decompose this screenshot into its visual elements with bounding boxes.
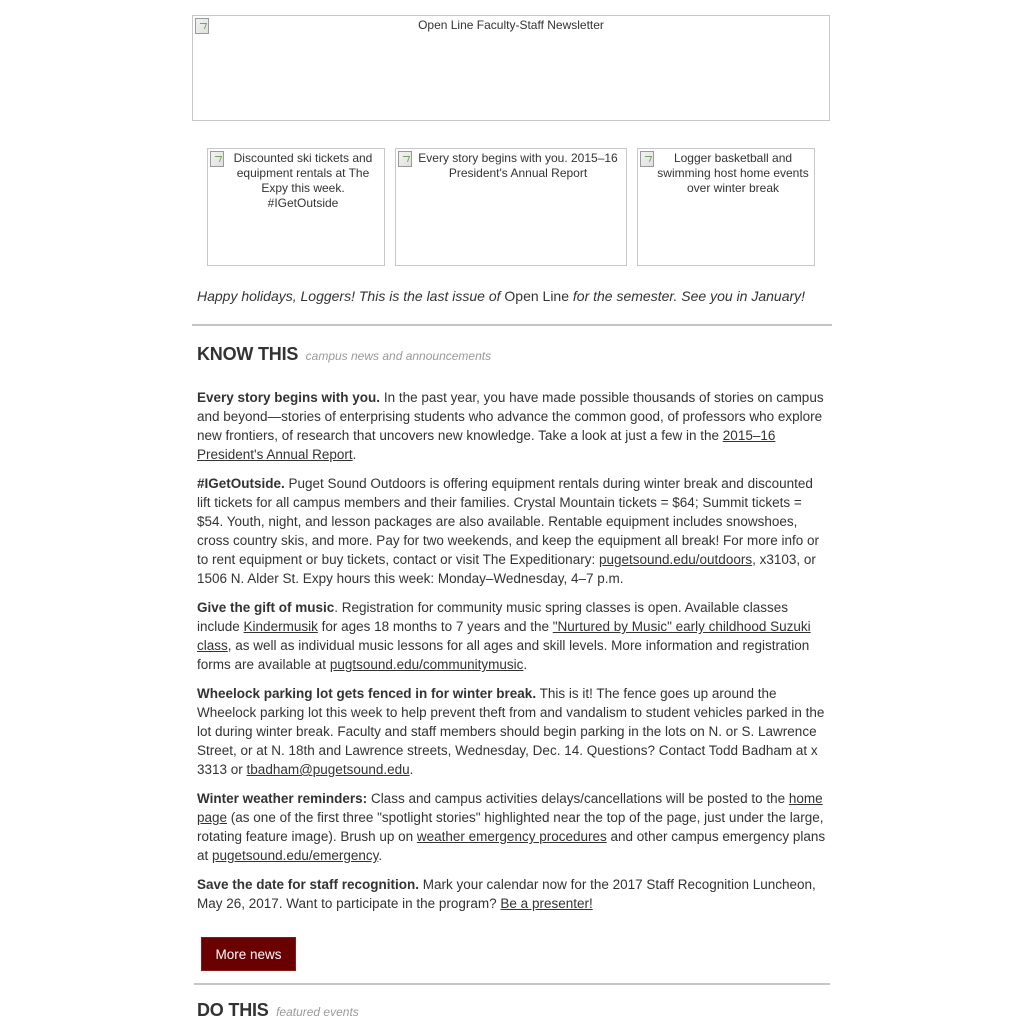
story-text: Puget Sound Outdoors is offering equipment rentals during winter break and discounted lift tickets for all campus members and their families. Crystal Mountain tickets = $64; Summit tickets = $54. Youth, night, and lesson packages are also available. Rentable equipment includes snowshoes, cross country skis, and more. Pay for two weekends, and keep the equipment all break! For more info or to rent equipment or buy tickets, contact or visit The Expeditionary: [197, 476, 820, 567]
story-get-outside [197, 474, 829, 588]
story-lead: Wheelock parking lot gets fenced in for winter break. [197, 686, 537, 701]
story-staff-recognition [197, 875, 829, 913]
outdoors-link[interactable]: pugetsound.edu/outdoors [598, 552, 753, 567]
greeting-newsletter-name: Open Line [504, 288, 569, 304]
know-this-header [197, 344, 491, 365]
story-text: for ages 18 months to 7 years and the [317, 619, 553, 634]
broken-image-icon [640, 151, 654, 167]
section-title: KNOW THIS [197, 344, 299, 364]
section-subtitle: campus news and announcements [305, 349, 492, 363]
broken-image-icon [398, 151, 412, 167]
more-news-button[interactable]: More news [201, 937, 296, 971]
story-lead: Give the gift of music [197, 600, 335, 615]
home-page-link[interactable]: home page [197, 791, 823, 825]
story-lead: Every story begins with you. [197, 390, 381, 405]
story-text: . Registration for community music spring classes is open. Available classes include [197, 600, 788, 634]
story-text: . [352, 447, 357, 462]
holiday-greeting [197, 288, 805, 304]
feature-alt-text: Discounted ski tickets and equipment rentals at The Expy this week. #IGetOutside [233, 151, 373, 210]
weather-procedures-link[interactable]: weather emergency procedures [416, 829, 607, 844]
feature-alt-text: Logger basketball and swimming host home events over winter break [657, 151, 809, 195]
story-text: , x3103, or 1506 N. Alder St. Expy hours this week: Monday–Wednesday, 4–7 p.m. [197, 552, 816, 586]
banner-alt-text: Open Line Faculty-Staff Newsletter [418, 18, 604, 32]
story-text: In the past year, you have made possible thousands of stories on campus and beyond—stories of enterprising students who advance the common good, of professors who explore new frontiers, of research that uncovers new knowledge. Take a look at just a few in the [197, 390, 824, 443]
story-text: and other campus emergency plans at [197, 829, 826, 863]
story-text: , as well as individual music lessons for all ages and skill levels. More information and registration forms are available at [197, 638, 810, 672]
story-text: . [378, 848, 383, 863]
story-text: This is it! The fence goes up around the Wheelock parking lot this week to help prevent theft from and vandalism to student vehicles parked in the lot during winter break. Faculty and staff members should begin parking in the lots on N. or S. Lawrence Street, or at N. 18th and Lawrence streets, Wednesday, Dec. 14. Questions? Contact Todd Badham at x 3313 or [197, 686, 825, 777]
be-presenter-link[interactable]: Be a presenter! [500, 896, 593, 911]
kindermusik-link[interactable]: Kindermusik [243, 619, 318, 634]
story-lead: Winter weather reminders: [197, 791, 368, 806]
greeting-before: Happy holidays, Loggers! This is the last issue of [197, 288, 505, 304]
section-title: DO THIS [197, 1000, 269, 1020]
greeting-after: for the semester. See you in January! [569, 288, 806, 304]
story-lead: Save the date for staff recognition. [197, 877, 420, 892]
newsletter-banner-image[interactable] [192, 15, 830, 121]
story-text: Mark your calendar now for the 2017 Staff Recognition Luncheon, May 26, 2017. Want to participate in the program? [197, 877, 816, 911]
story-text: (as one of the first three "spotlight stories" highlighted near the top of the page, just under the large, rotating feature image). Brush up on [197, 810, 824, 844]
community-music-link[interactable]: pugtsound.edu/communitymusic [329, 657, 524, 672]
feature-image-ski[interactable] [207, 148, 385, 266]
news-stories [197, 388, 829, 923]
story-music [197, 598, 829, 674]
feature-alt-text: Every story begins with you. 2015–16 President's Annual Report [418, 151, 618, 180]
broken-image-icon [195, 18, 209, 34]
story-wheelock-parking [197, 684, 829, 779]
story-annual-report [197, 388, 829, 464]
suzuki-class-link[interactable]: "Nurtured by Music" early childhood Suzuki class [197, 619, 811, 653]
feature-image-annual-report[interactable] [395, 148, 627, 266]
story-lead: #IGetOutside. [197, 476, 285, 491]
broken-image-icon [210, 151, 224, 167]
story-text: . [409, 762, 414, 777]
divider [192, 324, 832, 326]
story-text: Class and campus activities delays/cancellations will be posted to the [367, 791, 789, 806]
story-winter-weather [197, 789, 829, 865]
story-text: . [523, 657, 528, 672]
do-this-header [197, 1000, 359, 1021]
annual-report-link[interactable]: 2015–16 President's Annual Report [197, 428, 776, 462]
email-link[interactable]: tbadham@pugetsound.edu [246, 762, 410, 777]
divider [194, 983, 830, 985]
emergency-link[interactable]: pugetsound.edu/emergency [212, 848, 379, 863]
feature-image-basketball[interactable] [637, 148, 815, 266]
section-subtitle: featured events [276, 1005, 359, 1019]
